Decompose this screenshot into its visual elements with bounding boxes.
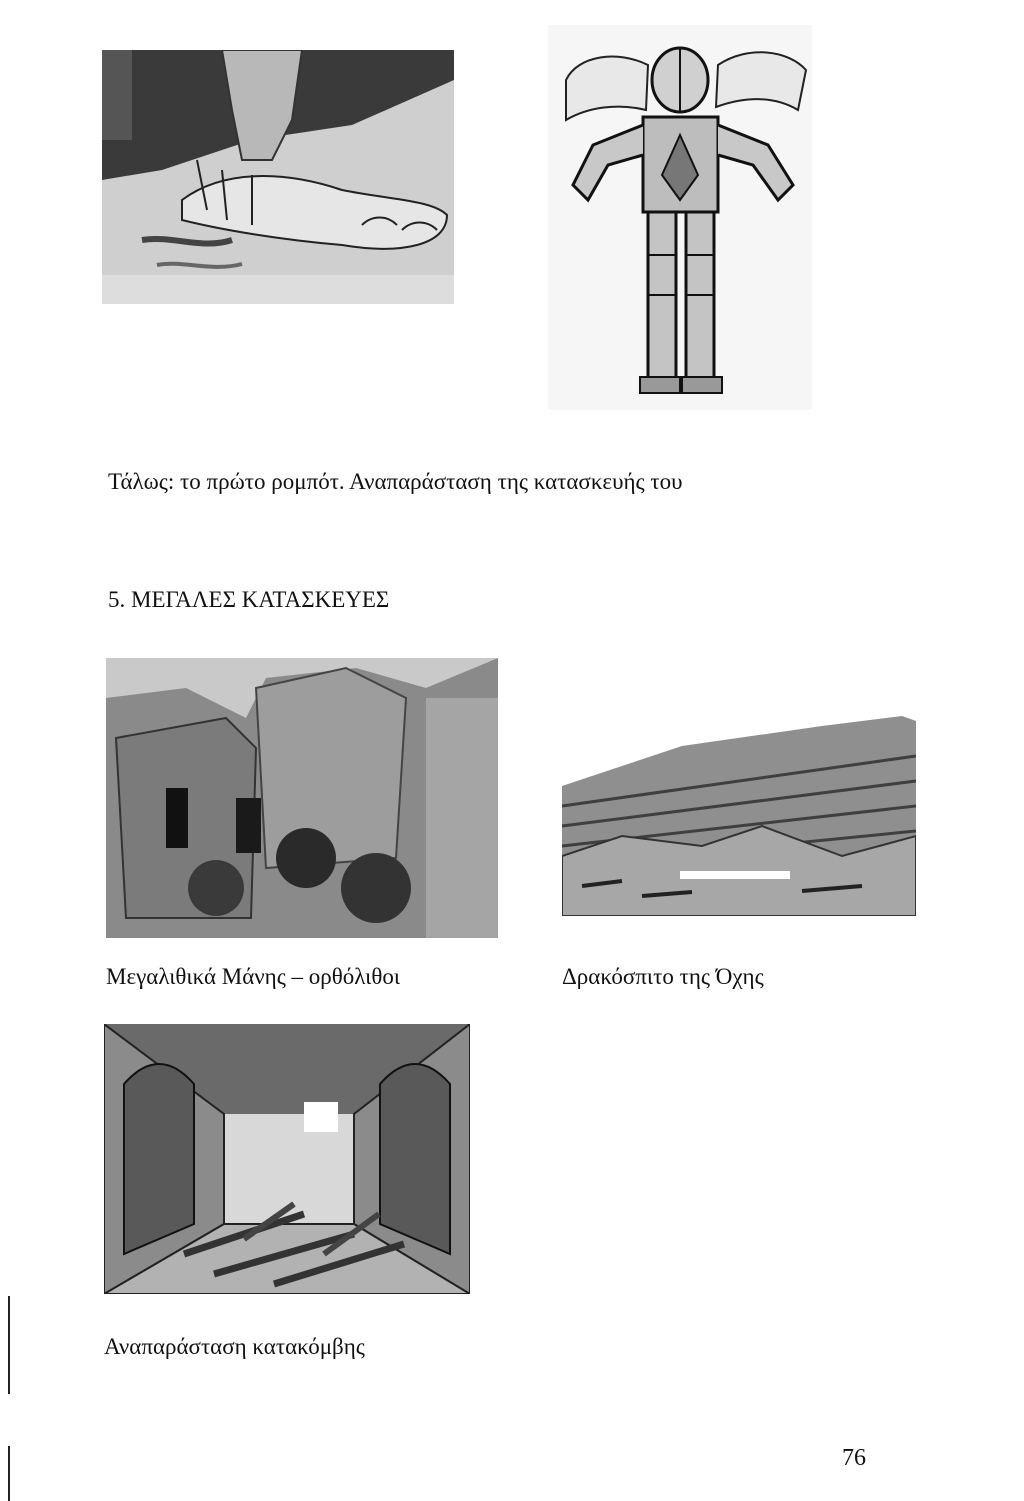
talos-robot-image — [548, 25, 812, 410]
page-number: 76 — [842, 1445, 866, 1471]
talos-foot-image — [102, 50, 454, 304]
megalithic-caption: Μεγαλιθικά Μάνης – ορθόλιθοι — [106, 964, 401, 989]
catacomb-image — [104, 1024, 470, 1294]
megalithic-mani-image — [106, 658, 498, 938]
catacomb-caption: Αναπαράσταση κατακόμβης — [104, 1334, 365, 1359]
drakospito-caption: Δρακόσπιτο της Όχης — [562, 964, 764, 989]
section-heading: 5. ΜΕΓΑΛΕΣ ΚΑΤΑΣΚΕΥΕΣ — [108, 587, 390, 612]
talos-caption: Τάλως: το πρώτο ρομπότ. Αναπαράσταση της κατασκευής του — [108, 469, 683, 494]
left-margin-line-lower — [8, 1446, 10, 1501]
left-margin-line-upper — [8, 1296, 10, 1394]
drakospito-image — [562, 716, 916, 916]
